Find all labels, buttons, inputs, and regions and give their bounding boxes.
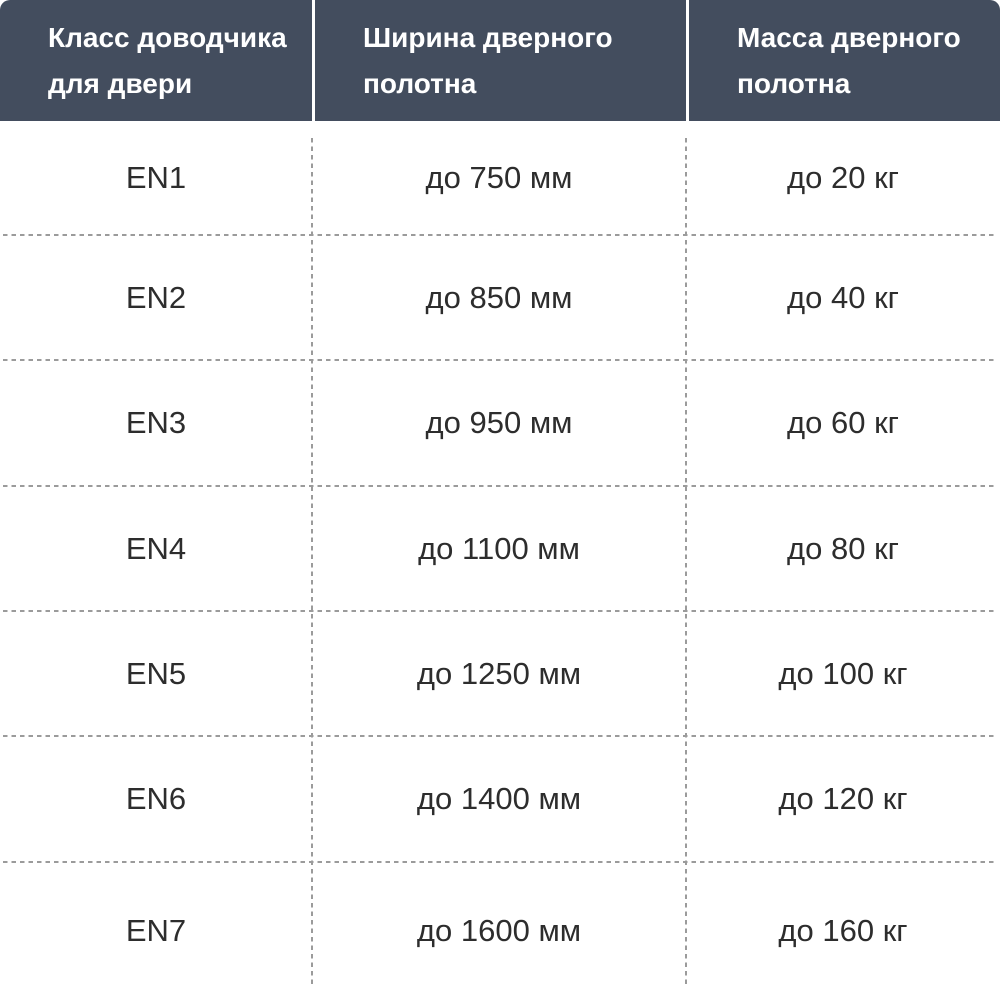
table-row-en3 (0, 360, 1000, 486)
column-separator-line (685, 138, 687, 985)
column-separator-line (311, 138, 313, 985)
cell-width: до 950 мм (425, 405, 573, 440)
cell-mass: до 40 кг (787, 279, 899, 315)
cell-mass: до 20 кг (787, 160, 899, 195)
table-row-en4 (0, 486, 1000, 611)
header-line: полотна (363, 67, 477, 99)
cell-class: EN1 (125, 160, 187, 195)
header-line: полотна (737, 67, 851, 99)
row-separator-line (3, 861, 997, 863)
cell-width: до 1250 мм (416, 655, 582, 691)
cell-mass: до 60 кг (787, 405, 899, 440)
table-row-en7 (0, 862, 1000, 1000)
header-cell-door-mass (686, 0, 1000, 121)
table-row-en5 (0, 611, 1000, 736)
row-separator-line (3, 485, 997, 487)
table-row-en1 (0, 121, 1000, 235)
header-cell-closer-class (0, 0, 312, 121)
cell-class: EN2 (125, 279, 187, 315)
cell-mass: до 120 кг (778, 781, 908, 816)
cell-mass: до 160 кг (778, 913, 908, 948)
header-line: Ширина дверного (363, 21, 613, 53)
cell-width: до 1400 мм (416, 781, 582, 816)
cell-class: EN6 (125, 781, 187, 816)
cell-width: до 850 мм (425, 279, 573, 315)
cell-mass: до 80 кг (787, 530, 899, 566)
header-cell-door-width (312, 0, 686, 121)
cell-class: EN3 (125, 405, 187, 440)
cell-width: до 1600 мм (416, 913, 582, 948)
cell-class: EN7 (125, 913, 187, 948)
row-separator-line (3, 610, 997, 612)
cell-width: до 750 мм (425, 160, 573, 195)
table-row-en6 (0, 736, 1000, 862)
row-separator-line (3, 359, 997, 361)
table-header-row (0, 0, 1000, 121)
row-separator-line (3, 735, 997, 737)
cell-mass: до 100 кг (778, 655, 908, 691)
row-separator-line (3, 234, 997, 236)
cell-class: EN5 (125, 655, 187, 691)
table-body (0, 121, 1000, 1000)
header-line: Масса дверного (737, 21, 961, 53)
cell-width: до 1100 мм (418, 530, 580, 566)
table-row-en2 (0, 235, 1000, 360)
cell-class: EN4 (125, 530, 187, 566)
header-line: для двери (48, 67, 193, 99)
header-line: Класс доводчика (48, 21, 287, 53)
